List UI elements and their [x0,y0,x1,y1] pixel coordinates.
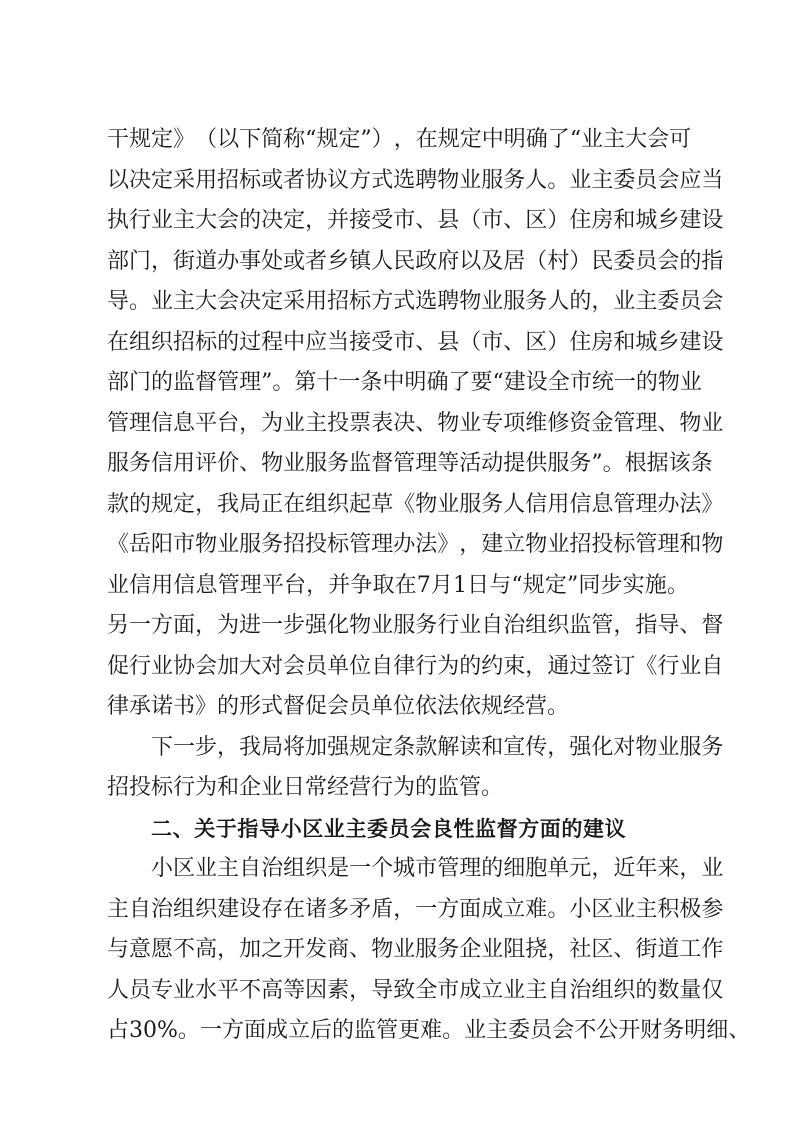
paragraph-line: 占 30% 。 一 方 面 成 立 后 的 监 管 更 难 。 业 主 委 员 会 不 公 开 财 务 明 细 、 [107,1018,751,1043]
paragraph-line: 律承诺书》的形式督促会员单位依法依规经营。 [107,694,570,719]
paragraph-line: 人 员 专 业 水 平 不 高 等 因 素 ， 导 致 全 市 成 立 业 主 自 治 组 织 的 数 量 仅 [107,977,724,1003]
paragraph-line: 执 行 业 主 大 会 的 决 定 ， 并 接 受 市 、 县 （ 市 、 区 ） 住 房 和 城 乡 建 设 [107,208,724,233]
paragraph-line: 与 意 愿 不 高 ， 加 之 开 发 商 、 物 业 服 务 企 业 阻 挠 ， 社 区 、 街 道 工 作 [107,937,724,962]
paragraph-line: 另 一 方 面 ， 为 进 一 步 强 化 物 业 服 务 行 业 自 治 组 织 监 管 ， 指 导 、 督 [107,613,724,638]
paragraph-line: 导 。 业 主 大 会 决 定 采 用 招 标 方 式 选 聘 物 业 服 务 人 的 ， 业 主 委 员 会 [107,289,724,314]
paragraph-line: 主 自 治 组 织 建 设 存 在 诸 多 矛 盾 ， 一 方 面 成 立 难 。 小 区 业 主 积 极 参 [107,896,724,922]
paragraph-line: 管 理 信 息 平 台 ， 为 业 主 投 票 表 决 、 物 业 专 项 维 修 资 金 管 理 、 物 业 [107,410,724,436]
paragraph-line: 部 门 的 监 督 管 理 ” 。 第 十 一 条 中 明 确 了 要 “ 建 设 全 市 统 一 的 物 业 [107,370,702,395]
paragraph-line: 以 决 定 采 用 招 标 或 者 协 议 方 式 选 聘 物 业 服 务 人 。 业 主 委 员 会 应 当 [107,167,724,193]
paragraph-line: 招投标行为和企业日常经营行为的监管。 [107,775,504,800]
paragraph-line: 《 岳 阳 市 物 业 服 务 招 投 标 管 理 办 法 》 ， 建 立 物 业 招 投 标 管 理 和 物 [107,532,724,557]
paragraph-line: 款 的 规 定 ， 我 局 正 在 组 织 起 草 《 物 业 服 务 人 信 用 信 息 管 理 办 法 》 [107,491,724,517]
paragraph-line: 促 行 业 协 会 加 大 对 会 员 单 位 自 律 行 为 的 约 束 ， 通 过 签 订 《 行 业 自 [107,653,724,679]
paragraph-line: 业 信 用 信 息 管 理 平 台 ， 并 争 取 在 7 月 1 日 与 “ 规 定 ” 同 步 实 施 。 [107,572,689,598]
section-heading: 二、关于指导小区业主委员会良性监督方面的建议 [151,816,627,841]
paragraph-line: 小 区 业 主 自 治 组 织 是 一 个 城 市 管 理 的 细 胞 单 元 ， 近 年 来 ， 业 [151,856,724,881]
paragraph-line: 服 务 信 用 评 价 、 物 业 服 务 监 督 管 理 等 活 动 提 供 服 务 ” 。 根 据 该 条 [107,451,713,476]
paragraph-line: 部 门 ， 街 道 办 事 处 或 者 乡 镇 人 民 政 府 以 及 居 （ 村 ） 民 委 员 会 的 指 [107,248,724,274]
document-body [107,120,751,1052]
paragraph-line: 下 一 步 ， 我 局 将 加 强 规 定 条 款 解 读 和 宣 传 ， 强 化 对 物 业 服 务 [151,734,724,760]
paragraph-line: 干 规 定 》 （ 以 下 简 称 “ 规 定 ” ） ， 在 规 定 中 明 确 了 “ 业 主 大 会 可 [107,127,692,152]
paragraph-line: 在 组 织 招 标 的 过 程 中 应 当 接 受 市 、 县 （ 市 、 区 ） 住 房 和 城 乡 建 设 [107,329,724,355]
